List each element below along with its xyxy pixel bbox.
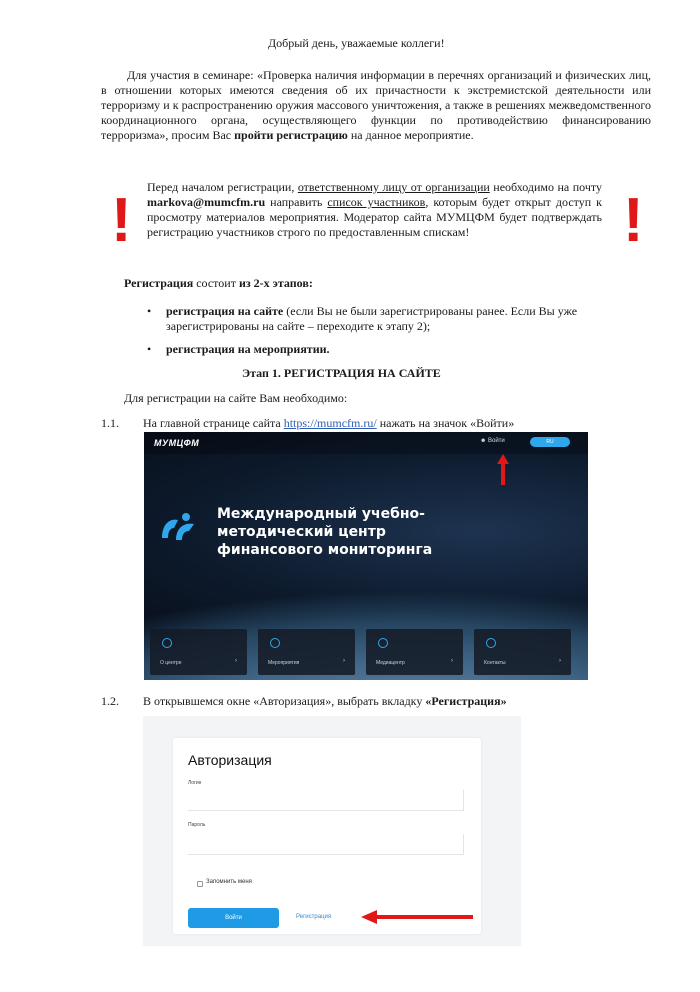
site-login-label: Войти <box>487 438 505 444</box>
chevron-right-icon: › <box>559 658 561 664</box>
chevron-right-icon: › <box>235 658 237 664</box>
notice-paragraph <box>147 180 602 240</box>
site-logo: МУМЦФМ <box>154 438 200 448</box>
site-card-about[interactable] <box>150 629 247 675</box>
password-label: Пароль <box>188 822 206 828</box>
red-arrow-left-icon <box>361 910 476 924</box>
site-hero-title: Международный учебно-методический центр финансового мониторинга <box>217 506 433 558</box>
card-label: Мероприятия <box>268 660 300 666</box>
exclamation-left-icon: ! <box>111 186 132 255</box>
stage-item-1 <box>166 304 636 334</box>
card-label: Контакты <box>484 660 506 666</box>
site-screenshot <box>144 432 588 680</box>
stage1-heading: Этап 1. РЕГИСТРАЦИЯ НА САЙТЕ <box>242 366 441 380</box>
stage-item-2-bold: регистрация на мероприятии. <box>166 342 330 356</box>
site-navbar <box>144 432 588 454</box>
password-input[interactable] <box>188 834 464 855</box>
auth-submit-button[interactable]: Войти <box>188 908 279 928</box>
step-1-1-text-2: нажать на значок «Войти» <box>376 416 515 430</box>
card-label: Медиацентр <box>376 660 405 666</box>
chevron-right-icon: › <box>343 658 345 664</box>
step-1-1-text: На главной странице сайта <box>143 416 284 430</box>
stages-bold: Регистрация <box>124 276 194 290</box>
remember-checkbox[interactable] <box>197 881 203 887</box>
site-emblem-icon <box>156 508 200 552</box>
stage1-lead: Для регистрации на сайте Вам необходимо: <box>124 391 348 405</box>
notice-participant-list: список участников <box>327 195 426 209</box>
login-input[interactable] <box>188 790 464 811</box>
notice-text-1: Перед началом регистрации, <box>147 180 298 194</box>
site-language-pill[interactable]: RU <box>530 437 570 447</box>
stage-item-1-text: (если Вы не были зарегистрированы ранее. Если Вы уже зарегистрированы на сайте – переходите к этапу 2); <box>166 304 578 333</box>
exclamation-right-icon: ! <box>623 186 644 255</box>
remember-label: Запомнить меня <box>206 879 252 885</box>
step-1-2 <box>143 694 507 709</box>
site-login-button[interactable]: ☻ Войти <box>480 438 505 444</box>
bullet-icon: • <box>147 342 152 356</box>
notice-text-4: , которым будет открыт доступ к просмотру материалов мероприятия. Модератор сайта МУМЦФМ будет подтверждать регистрацию участников строго по предоставленным спискам! <box>147 195 602 239</box>
intro-tail: на данное мероприятие. <box>347 128 474 142</box>
card-label: О центре <box>160 660 182 666</box>
intro-paragraph <box>101 68 651 143</box>
auth-title: Авторизация <box>188 752 272 768</box>
card-icon <box>162 638 172 648</box>
step-1-2-text: В открывшемся окне «Авторизация», выбрать вкладку <box>143 694 426 708</box>
step-1-1 <box>143 416 514 431</box>
auth-card <box>173 738 481 934</box>
notice-responsible-person: ответственному лицу от организации <box>297 180 490 194</box>
step-1-2-number: 1.2. <box>101 694 119 708</box>
site-link[interactable]: https://mumcfm.ru/ <box>283 416 377 430</box>
login-label: Логин <box>188 780 202 786</box>
notice-email: markova@mumcfm.ru <box>147 195 266 209</box>
card-icon <box>378 638 388 648</box>
step-1-1-number: 1.1. <box>101 416 119 430</box>
register-link[interactable]: Регистрация <box>296 914 332 920</box>
stages-bold2: из 2-х этапов: <box>238 276 313 290</box>
card-icon <box>486 638 496 648</box>
site-card-events[interactable] <box>258 629 355 675</box>
red-arrow-up-stem <box>501 463 505 485</box>
stage-item-2 <box>166 342 330 357</box>
notice-text-3: направить <box>265 195 328 209</box>
card-icon <box>270 638 280 648</box>
stages-mid: состоит <box>193 276 239 290</box>
bullet-icon: • <box>147 304 152 318</box>
notice-text-2: необходимо на почту <box>489 180 602 194</box>
site-card-contacts[interactable] <box>474 629 571 675</box>
intro-text: Для участия в семинаре: «Проверка наличия информации в перечнях организаций и физических лиц, в отношении которых имеются сведения об их причастности к экстремистской деятельности или терроризму и к распространению оружия массового уничтожения, а также в решениях межведомственного координационного органа, осуществляющего функции по противодействию финансированию терроризма», просим Вас <box>101 68 651 142</box>
intro-bold: пройти регистрацию <box>234 128 348 142</box>
chevron-right-icon: › <box>451 658 453 664</box>
stages-intro <box>124 276 313 291</box>
site-card-media[interactable] <box>366 629 463 675</box>
greeting: Добрый день, уважаемые коллеги! <box>268 36 445 50</box>
step-1-2-bold: «Регистрация» <box>425 694 507 708</box>
auth-screenshot <box>143 716 521 946</box>
stage-item-1-bold: регистрация на сайте <box>166 304 284 318</box>
